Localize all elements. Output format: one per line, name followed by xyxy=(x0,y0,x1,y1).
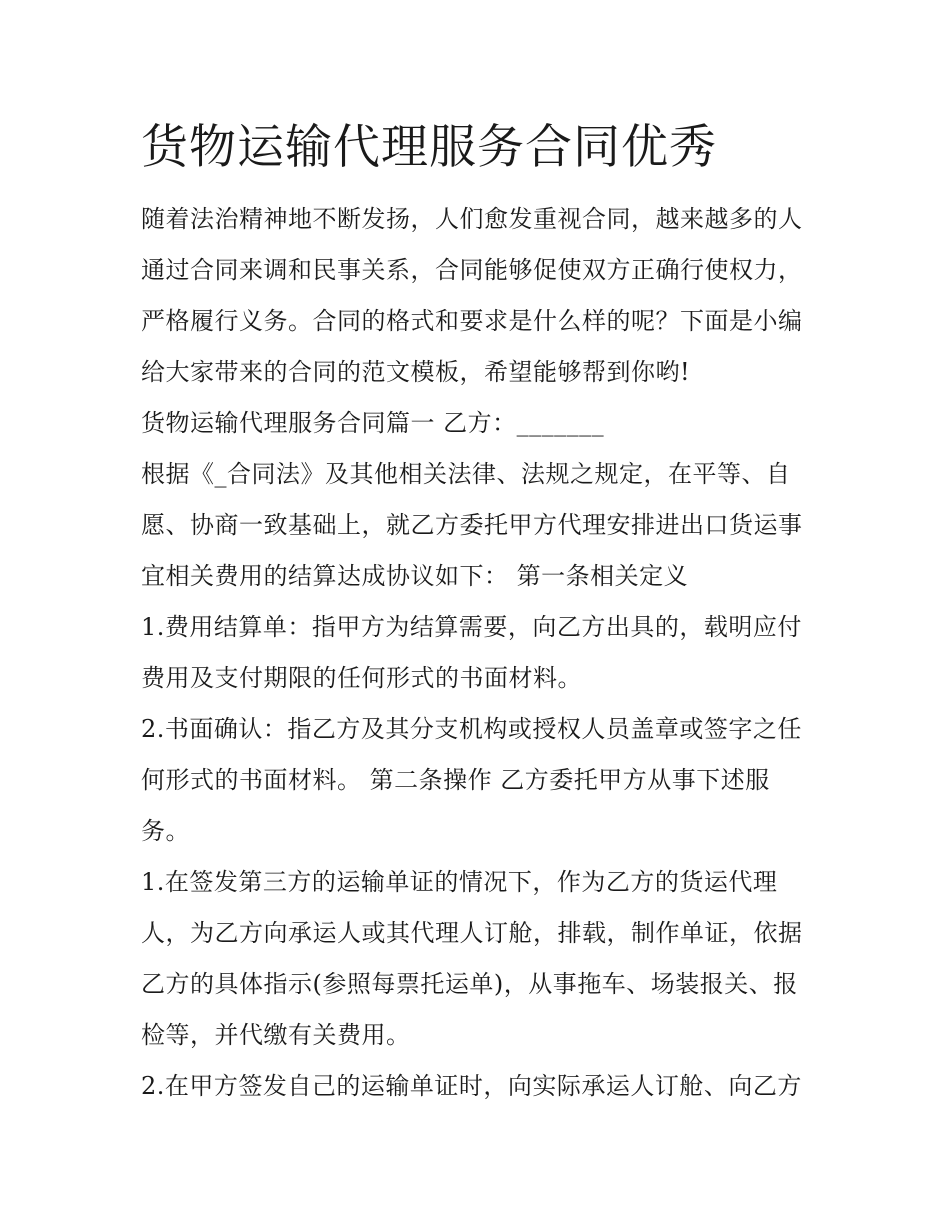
text-line: 宜相关费用的结算达成协议如下： 第一条相关定义 xyxy=(141,562,689,590)
text-line: 愿、协商一致基础上，就乙方委托甲方代理安排进出口货运事 xyxy=(141,511,803,539)
text-line: 务。 xyxy=(141,817,190,845)
document-title: 货物运输代理服务合同优秀 xyxy=(141,120,717,175)
text-line: 乙方的具体指示(参照每票托运单)，从事拖车、场装报关、报 xyxy=(141,970,798,998)
text-line: 通过合同来调和民事关系，合同能够促使双方正确行使权力， xyxy=(141,256,803,284)
text-line: 2.书面确认：指乙方及其分支机构或授权人员盖章或签字之任 xyxy=(141,715,802,743)
text-line: 严格履行义务。合同的格式和要求是什么样的呢？下面是小编 xyxy=(141,307,803,335)
document-page xyxy=(141,112,821,1112)
text-line: 给大家带来的合同的范文模板，希望能够帮到你哟! xyxy=(141,358,691,386)
text-line: 人，为乙方向承运人或其代理人订舱，排载，制作单证，依据 xyxy=(141,919,803,947)
text-line: 1.在签发第三方的运输单证的情况下，作为乙方的货运代理 xyxy=(141,868,778,896)
text-line: 货物运输代理服务合同篇一 乙方：_______ xyxy=(141,409,605,437)
text-line: 根据《_合同法》及其他相关法律、法规之规定，在平等、自 xyxy=(141,460,791,488)
document-body xyxy=(141,194,821,1112)
text-line: 检等，并代缴有关费用。 xyxy=(141,1021,411,1049)
text-line: 2.在甲方签发自己的运输单证时，向实际承运人订舱、向乙方 xyxy=(141,1072,802,1100)
text-line: 费用及支付期限的任何形式的书面材料。 xyxy=(141,664,582,692)
text-line: 何形式的书面材料。 第二条操作 乙方委托甲方从事下述服 xyxy=(141,766,770,794)
text-line: 随着法治精神地不断发扬，人们愈发重视合同，越来越多的人 xyxy=(141,205,803,233)
text-line: 1.费用结算单：指甲方为结算需要，向乙方出具的，载明应付 xyxy=(141,613,802,641)
